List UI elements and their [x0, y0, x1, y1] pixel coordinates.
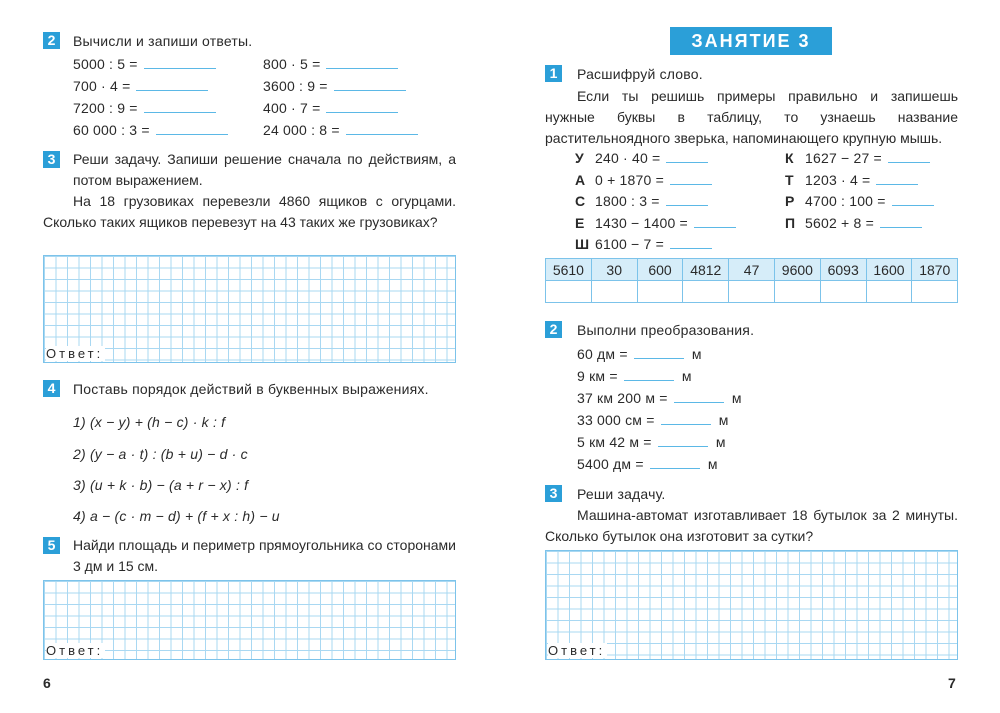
cipher-expression: Е 1430 − 1400 = [575, 215, 736, 231]
cipher-expression: Т 1203 · 4 = [785, 172, 918, 188]
conversion: 5400 дм = м [577, 456, 718, 472]
letter-cell[interactable] [820, 281, 866, 303]
cipher-number: 1600 [866, 259, 912, 281]
cipher-number: 6093 [820, 259, 866, 281]
cipher-expression: У 240 · 40 = [575, 150, 708, 166]
letter-cell[interactable] [774, 281, 820, 303]
answer-grid[interactable] [43, 580, 456, 660]
answer-label: Ответ: [46, 643, 104, 658]
cipher-expression: К 1627 − 27 = [785, 150, 930, 166]
cipher-expression: С 1800 : 3 = [575, 193, 708, 209]
expression: 24 000 : 8 = [263, 122, 418, 138]
letter-cell[interactable] [683, 281, 729, 303]
letter-cell[interactable] [591, 281, 637, 303]
task-number-badge: 3 [545, 485, 562, 502]
task-number-badge: 2 [545, 321, 562, 338]
task-title: Найди площадь и периметр прямоугольника со сторонами 3 дм и 15 см. [73, 537, 456, 574]
letter-cell[interactable] [729, 281, 775, 303]
expression: 400 · 7 = [263, 100, 398, 116]
cipher-number: 9600 [774, 259, 820, 281]
letter-cell[interactable] [912, 281, 958, 303]
task-number-badge: 3 [43, 151, 60, 168]
cipher-expression: А 0 + 1870 = [575, 172, 712, 188]
answer-label: Ответ: [548, 643, 606, 658]
task-number-badge: 4 [43, 380, 60, 397]
cipher-table [545, 258, 958, 303]
cipher-number: 30 [591, 259, 637, 281]
cipher-number: 600 [637, 259, 683, 281]
task-text: На 18 грузовиках перевезли 4860 ящиков с огурцами. Сколько таких ящиков перевезут на 43 таких же грузовиках? [43, 193, 456, 230]
expression: 700 · 4 = [73, 78, 208, 94]
conversion: 5 км 42 м = м [577, 434, 726, 450]
cipher-number: 4812 [683, 259, 729, 281]
answer-grid[interactable] [545, 550, 958, 660]
conversion: 37 км 200 м = м [577, 390, 742, 406]
task-number-badge: 2 [43, 32, 60, 49]
letter-cell[interactable] [546, 281, 592, 303]
page-number: 6 [43, 675, 51, 691]
expression: 1) (x − y) + (h − c) · k : f [73, 414, 226, 430]
task-title: Расшифруй слово. [577, 66, 703, 82]
cipher-number: 5610 [546, 259, 592, 281]
cipher-expression: П 5602 + 8 = [785, 215, 922, 231]
cipher-number: 47 [729, 259, 775, 281]
task-number-badge: 1 [545, 65, 562, 82]
task-title: Выполни преобразования. [577, 322, 755, 338]
expression: 5000 : 5 = [73, 56, 216, 72]
cipher-expression: Ш 6100 − 7 = [575, 236, 712, 252]
answer-label: Ответ: [46, 346, 104, 361]
cipher-number: 1870 [912, 259, 958, 281]
expression: 2) (y − a · t) : (b + u) − d · c [73, 446, 248, 462]
cipher-expression: Р 4700 : 100 = [785, 193, 934, 209]
task-title: Реши задачу. [577, 486, 666, 502]
expression: 3) (u + k · b) − (a + r − x) : f [73, 477, 249, 493]
expression: 800 · 5 = [263, 56, 398, 72]
expression: 3600 : 9 = [263, 78, 406, 94]
expression: 60 000 : 3 = [73, 122, 228, 138]
task-title: Реши задачу. Запиши решение сначала по действиям, а потом выражением. [73, 151, 456, 188]
conversion: 60 дм = м [577, 346, 702, 362]
answer-grid[interactable] [43, 255, 456, 363]
expression: 7200 : 9 = [73, 100, 216, 116]
letter-cell[interactable] [637, 281, 683, 303]
conversion: 9 км = м [577, 368, 692, 384]
task-title: Вычисли и запиши ответы. [73, 33, 253, 49]
page-number: 7 [948, 675, 956, 691]
task-number-badge: 5 [43, 537, 60, 554]
letter-cell[interactable] [866, 281, 912, 303]
task-text: Если ты решишь примеры правильно и запишешь нужные буквы в таблицу, то узнаешь название растительноядного зверька, напоминающего крупную мышь. [545, 88, 958, 146]
task-text: Машина-автомат изготавливает 18 бутылок за 2 минуты. Сколько бутылок она изготовит за сутки? [545, 507, 958, 544]
task-title: Поставь порядок действий в буквенных выражениях. [73, 381, 429, 397]
lesson-title: ЗАНЯТИЕ 3 [670, 27, 832, 55]
expression: 4) a − (c · m − d) + (f + x : h) − u [73, 508, 280, 524]
conversion: 33 000 см = м [577, 412, 729, 428]
